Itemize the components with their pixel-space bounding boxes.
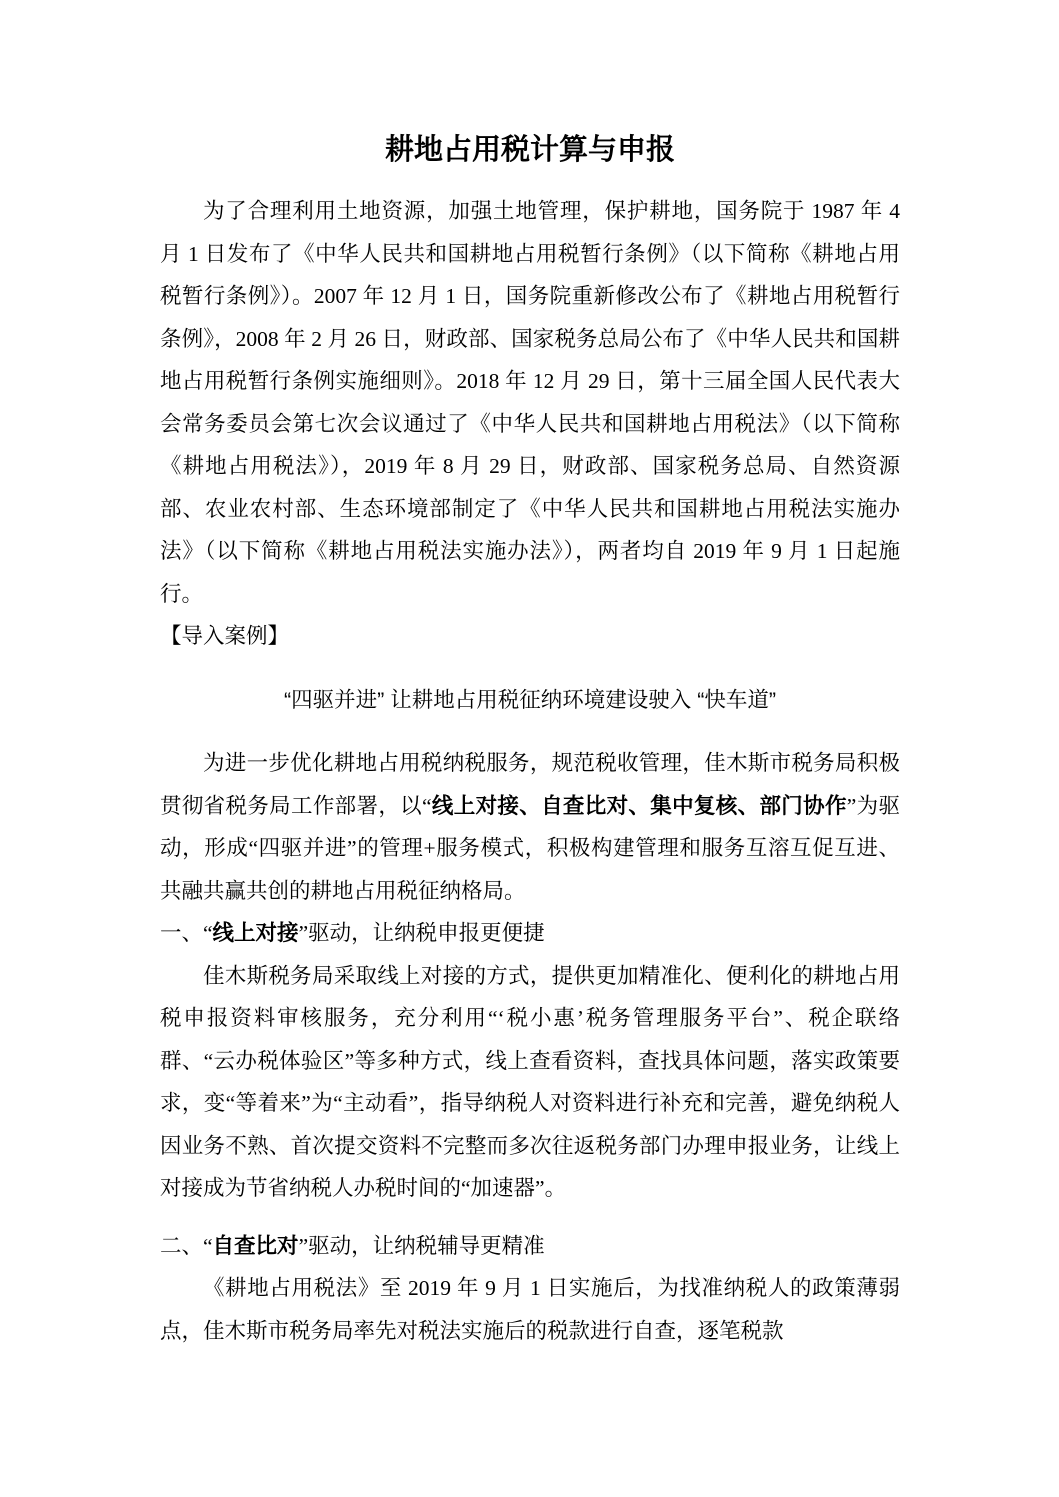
section-heading-2-prefix: 二、“ [160,1233,213,1258]
section-heading-2 [160,1225,900,1268]
section-heading-2-suffix: ”驱动，让纳税辅导更精准 [298,1233,545,1258]
case-paragraph-1-tail: ”为驱动，形成“四驱并进”的管理+服务模式，积极构建管理和服务互溶互促互进、共融共赢共创的耕地占用税征纳格局。 [160,793,900,903]
section-2-paragraph: 《耕地占用税法》至 2019 年 9 月 1 日实施后，为找准纳税人的政策薄弱点，佳木斯市税务局率先对税法实施后的税款进行自查，逐笔税款 [160,1276,900,1343]
section-heading-1-suffix: ”驱动，让纳税申报更便捷 [298,921,545,945]
intro-paragraph: 为了合理利用土地资源，加强土地管理，保护耕地，国务院于 1987 年 4 月 1 日发布了《中华人民共和国耕地占用税暂行条例》（以下简称《耕地占用税暂行条例》）。2007 年 12 月 1 日，国务院重新修改公布了《耕地占用税暂行条例》，2008 年 2 月 26 日，财政部、国家税务总局公布了《中华人民共和国耕地占用税暂行条例实施细则》。2018 年 12 月 29 日，第十三届全国人民代表大会常务委员会第七次会议通过了《中华人民共和国耕地占用税法》（以下简称《耕地占用税法》），2019 年 8 月 29 日，财政部、国家税务总局、自然资源部、农业农村部、生态环境部制定了《中华人民共和国耕地占用税法实施办法》（以下简称《耕地占用税法实施办法》），两者均自 2019 年 9 月 1 日起施行。 [160,199,900,606]
case-study-subtitle: “四驱并进” 让耕地占用税征纳环境建设驶入 “快车道” [283,687,777,712]
four-drive-list-bold: 线上对接、自查比对、集中复核、部门协作 [431,793,847,818]
case-paragraph-1-lead: 为进一步优化耕地占用税纳税服务，规范税收管理，佳木斯市税务局积极贯彻省税务局工作部署，以“ [160,751,900,818]
document-title: 耕地占用税计算与申报 [384,134,675,166]
section-heading-1-keyword: 线上对接 [212,921,299,945]
section-heading-1 [160,912,900,955]
case-study-label: 【导入案例】 [160,624,290,648]
case-paragraph-1 [160,742,900,912]
section-heading-2-keyword: 自查比对 [212,1233,299,1258]
section-heading-1-prefix: 一、“ [160,921,213,945]
section-1-paragraph: 佳木斯税务局采取线上对接的方式，提供更加精准化、便利化的耕地占用税申报资料审核服务，充分利用“‘税小惠’税务管理服务平台”、税企联络群、“云办税体验区”等多种方式，线上查看资料，查找具体问题，落实政策要求，变“等着来”为“主动看”，指导纳税人对资料进行补充和完善，避免纳税人因业务不熟、首次提交资料不完整而多次往返税务部门办理申报业务，让线上对接成为节省纳税人办税时间的“加速器”。 [160,963,900,1200]
